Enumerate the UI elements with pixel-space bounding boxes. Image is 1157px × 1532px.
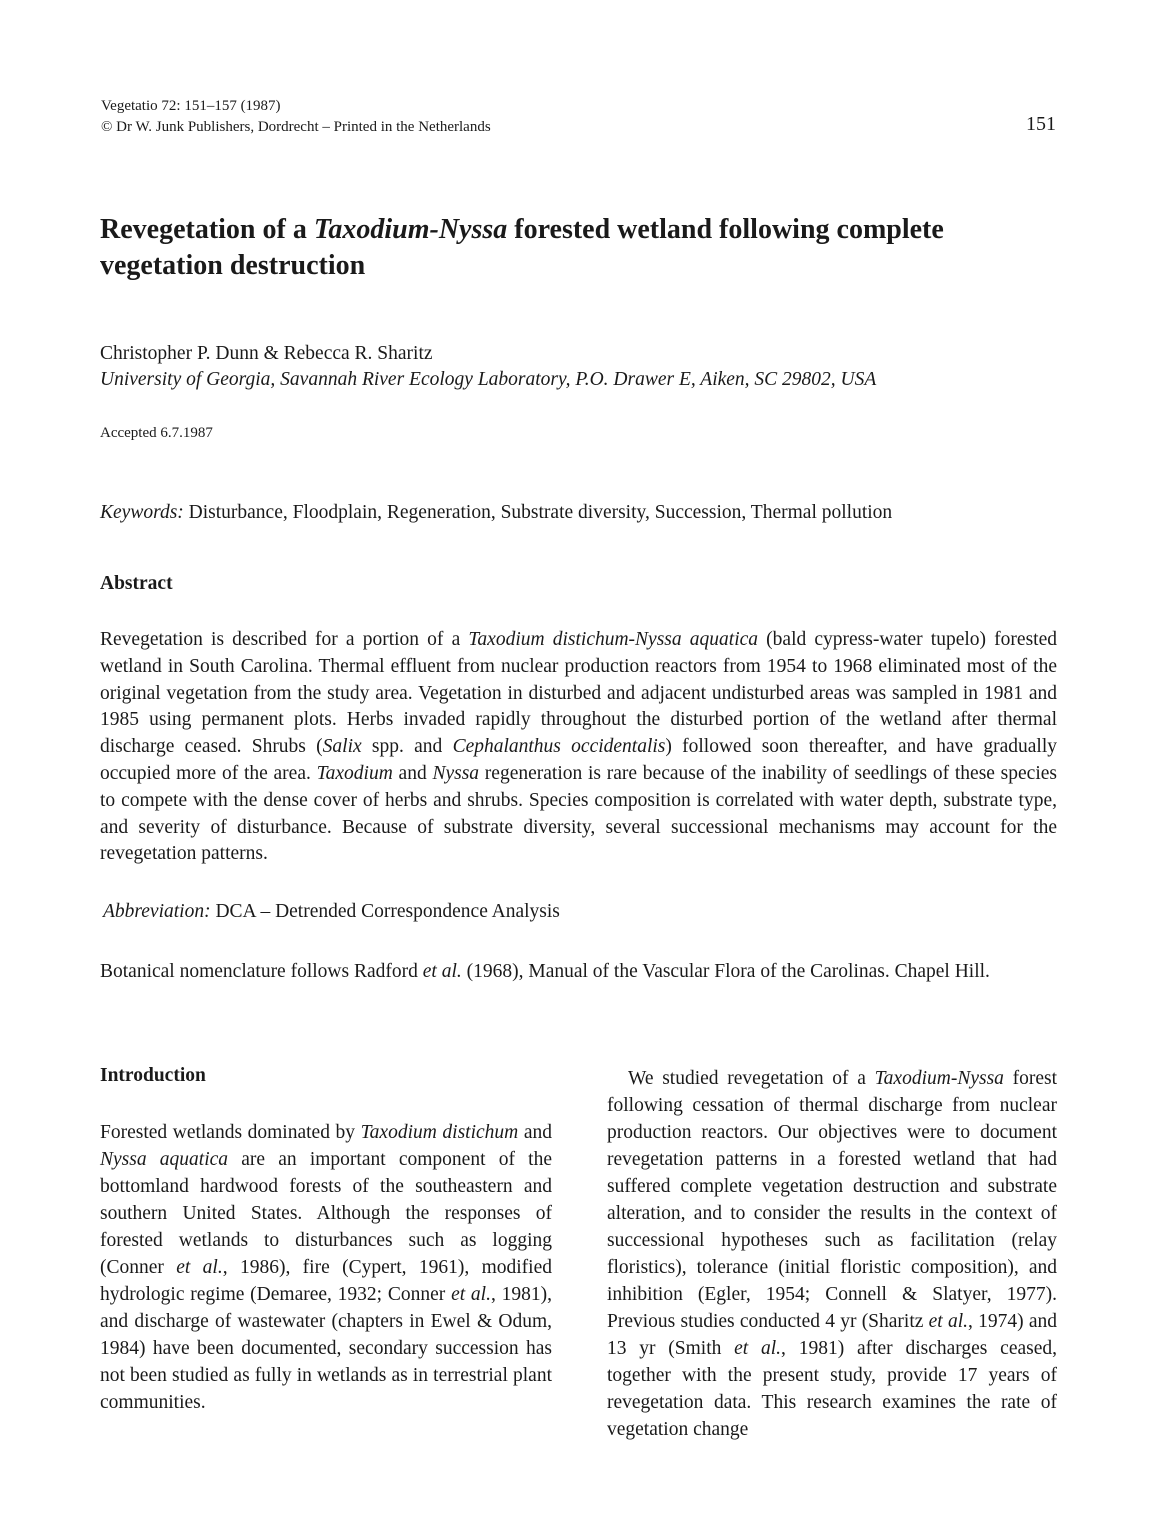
affiliation: University of Georgia, Savannah River Ecology Laboratory, P.O. Drawer E, Aiken, SC 29802, USA <box>100 369 877 390</box>
abstract-segment: (bald cypress-water tupelo) forested wetland in South Carolina. Thermal effluent from nuclear production reactors from 1954 to 1968 eliminated most of the original vegetation from the study area. Vegetation in disturbed and adjacent undisturbed areas was sampled in 1981 and 1985 using permanent plots. Herbs invaded rapidly throughout the disturbed portion of the wetland after thermal discharge ceased. Shrubs ( <box>100 629 1057 758</box>
intro-italic: Taxodium distichum <box>360 1122 519 1143</box>
intro-segment: Forested wetlands dominated by <box>100 1122 361 1143</box>
abstract-species: Cephalanthus occidentalis <box>452 736 666 758</box>
journal-citation: Vegetatio 72: 151–157 (1987) <box>101 98 281 114</box>
intro-segment: , 1986), fire (Cypert, 1961), modified hydrologic regime (Demaree, 1932; Conner <box>100 1257 552 1305</box>
abbreviation-text: DCA – Detrended Correspondence Analysis <box>215 901 560 922</box>
introduction-left-column <box>100 1119 552 1416</box>
keywords-label: Keywords: <box>100 502 184 523</box>
intro-italic: et al. <box>734 1338 782 1359</box>
page-number: 151 <box>1026 113 1056 135</box>
nomenclature-segment: Botanical nomenclature follows Radford <box>100 961 423 982</box>
intro-segment: , 1981) after discharges ceased, together with the present study, provide 17 years of revegetation data. This research examines the rate of vegetation change <box>607 1338 1057 1440</box>
intro-italic: et al. <box>451 1284 491 1305</box>
abstract-heading: Abstract <box>100 573 173 594</box>
intro-italic: Taxodium-Nyssa <box>874 1068 1004 1089</box>
intro-segment: , 1981), and discharge of wastewater (chapters in Ewel & Odum, 1984) have been documented, secondary succession has not been studied as fully in wetlands as in terrestrial plant communities. <box>100 1284 552 1413</box>
abstract-segment: and <box>392 762 433 784</box>
keywords-list: Disturbance, Floodplain, Regeneration, Substrate diversity, Succession, Thermal pollution <box>188 502 893 523</box>
abstract-segment: ) followed soon thereafter, and have gradually occupied more of the area. <box>100 736 1057 784</box>
title-italic: Taxodium-Nyssa <box>313 214 508 245</box>
abstract-species: Taxodium <box>316 762 393 784</box>
abbreviation-label: Abbreviation: <box>103 901 211 922</box>
abbreviation <box>103 901 560 923</box>
introduction-heading: Introduction <box>100 1065 206 1086</box>
authors: Christopher P. Dunn & Rebecca R. Sharitz <box>100 343 433 364</box>
abstract-segment: Revegetation is described for a portion of a <box>100 629 469 650</box>
publisher-line: © Dr W. Junk Publishers, Dordrecht – Printed in the Netherlands <box>101 119 491 135</box>
keywords <box>100 502 892 524</box>
nomenclature-italic: et al. <box>422 961 462 982</box>
abstract-species: Salix <box>322 736 362 758</box>
nomenclature-note <box>100 958 1057 985</box>
introduction-right-column <box>607 1065 1057 1443</box>
abstract-species: Taxodium distichum-Nyssa aquatica <box>468 629 759 650</box>
intro-italic: et al. <box>928 1311 969 1332</box>
intro-italic: et al. <box>176 1257 223 1278</box>
title-part-2: forested wetland following complete vegetation destruction <box>100 214 944 281</box>
intro-segment: We studied revegetation of a <box>628 1068 875 1089</box>
accepted-date: Accepted 6.7.1987 <box>100 425 213 441</box>
abstract-species: Nyssa <box>432 762 480 784</box>
intro-segment: , 1974) and 13 yr (Smith <box>607 1311 1057 1359</box>
abstract-text <box>100 627 1057 868</box>
title-part-1: Revegetation of a <box>100 214 314 245</box>
intro-segment: and <box>518 1122 552 1143</box>
intro-segment: forest following cessation of thermal discharge from nuclear production reactors. Our objectives were to document revegetation patterns in a forested wetland that had suffered complete vegetation destruction and substrate alteration, and to consider the results in the context of successional hypotheses such as facilitation (relay floristics), tolerance (initial floristic composition), and inhibition (Egler, 1954; Connell & Slatyer, 1977). Previous studies conducted 4 yr (Sharitz <box>607 1068 1058 1332</box>
article-title <box>100 212 1060 284</box>
abstract-segment: regeneration is rare because of the inability of seedlings of these species to compete with the dense cover of herbs and shrubs. Species composition is correlated with water depth, substrate type, and severity of disturbance. Because of substrate diversity, several successional mechanisms may account for the revegetation patterns. <box>100 762 1057 865</box>
abstract-segment: spp. and <box>361 736 453 758</box>
intro-segment: are an important component of the bottomland hardwood forests of the southeastern and southern United States. Although the responses of forested wetlands to disturbances such as logging (Conner <box>100 1149 552 1278</box>
intro-italic: Nyssa aquatica <box>100 1149 229 1170</box>
nomenclature-segment: (1968), Manual of the Vascular Flora of the Carolinas. Chapel Hill. <box>461 961 990 982</box>
